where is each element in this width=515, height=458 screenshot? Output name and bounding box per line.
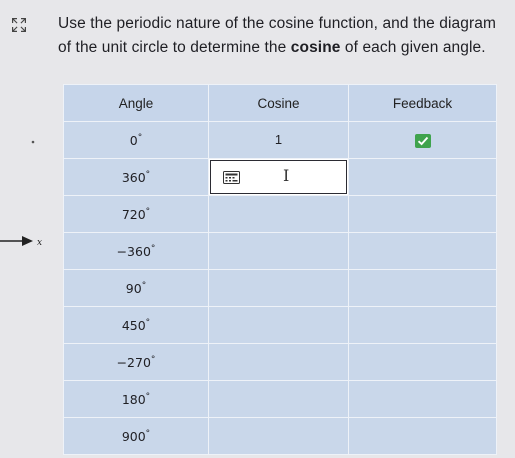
angle-value: −360 [116, 243, 151, 259]
angle-cell [64, 122, 209, 159]
feedback-cell [349, 159, 497, 196]
cosine-input-active[interactable] [209, 159, 348, 195]
angle-value: −270 [116, 354, 151, 370]
angle-value: 900 [121, 428, 146, 444]
table-row [64, 196, 497, 233]
expand-icon[interactable] [11, 17, 27, 33]
header-angle: Angle [64, 85, 209, 122]
degree-symbol: ° [145, 169, 151, 180]
table-header-row [64, 85, 497, 122]
check-icon [415, 134, 431, 148]
cosine-cell[interactable] [209, 122, 349, 159]
cosine-cell[interactable] [209, 307, 349, 344]
instructions-bold-word: cosine [290, 39, 341, 56]
instructions-part1: Use the periodic nature of the cosine function, and the diagram of the unit circle to determine the [58, 15, 496, 56]
instructions-text [58, 12, 510, 60]
table-row [64, 159, 497, 196]
keypad-icon[interactable] [223, 171, 240, 184]
degree-symbol: ° [137, 132, 143, 143]
feedback-cell [349, 381, 497, 418]
cosine-cell[interactable] [209, 418, 349, 455]
feedback-cell [349, 307, 497, 344]
angle-value: 180 [121, 391, 146, 407]
table-row [64, 307, 497, 344]
angle-value: 360 [121, 169, 146, 185]
table-row [64, 344, 497, 381]
unit-circle-diagram [0, 120, 60, 280]
degree-symbol: ° [145, 206, 151, 217]
degree-symbol: ° [150, 243, 156, 254]
table-row [64, 381, 497, 418]
degree-symbol: ° [145, 391, 151, 402]
table-row [64, 122, 497, 159]
angle-cell [64, 270, 209, 307]
cosine-cell[interactable] [209, 159, 349, 196]
table-row [64, 233, 497, 270]
angle-cell [64, 307, 209, 344]
x-axis-label: x [37, 238, 43, 248]
cosine-cell[interactable] [209, 196, 349, 233]
angle-cell [64, 196, 209, 233]
degree-symbol: ° [141, 280, 147, 291]
unit-circle-point [32, 141, 35, 144]
feedback-cell [349, 122, 497, 159]
degree-symbol: ° [145, 317, 151, 328]
feedback-cell [349, 196, 497, 233]
angle-value: 90 [125, 280, 142, 296]
angle-value: 450 [121, 317, 146, 333]
header-feedback: Feedback [349, 85, 497, 122]
degree-symbol: ° [150, 354, 156, 365]
angle-cell [64, 381, 209, 418]
x-axis-arrow [22, 236, 33, 246]
angle-value: 720 [121, 206, 146, 222]
cosine-input[interactable] [209, 122, 348, 158]
angle-cell [64, 233, 209, 270]
angle-cell [64, 159, 209, 196]
cosine-cell[interactable] [209, 270, 349, 307]
instructions-part2: of each given angle. [340, 39, 486, 56]
table-row [64, 270, 497, 307]
angle-cell [64, 418, 209, 455]
feedback-cell [349, 270, 497, 307]
feedback-cell [349, 418, 497, 455]
degree-symbol: ° [145, 428, 151, 439]
angle-value: 0 [129, 132, 138, 148]
feedback-cell [349, 233, 497, 270]
cosine-cell[interactable] [209, 381, 349, 418]
cosine-cell[interactable] [209, 344, 349, 381]
cosine-cell[interactable] [209, 233, 349, 270]
text-cursor-icon: I [283, 166, 290, 185]
angle-cosine-table [63, 84, 497, 455]
header-cosine: Cosine [209, 85, 349, 122]
table-row [64, 418, 497, 455]
angle-cell [64, 344, 209, 381]
feedback-cell [349, 344, 497, 381]
cosine-value: 1 [274, 132, 283, 147]
